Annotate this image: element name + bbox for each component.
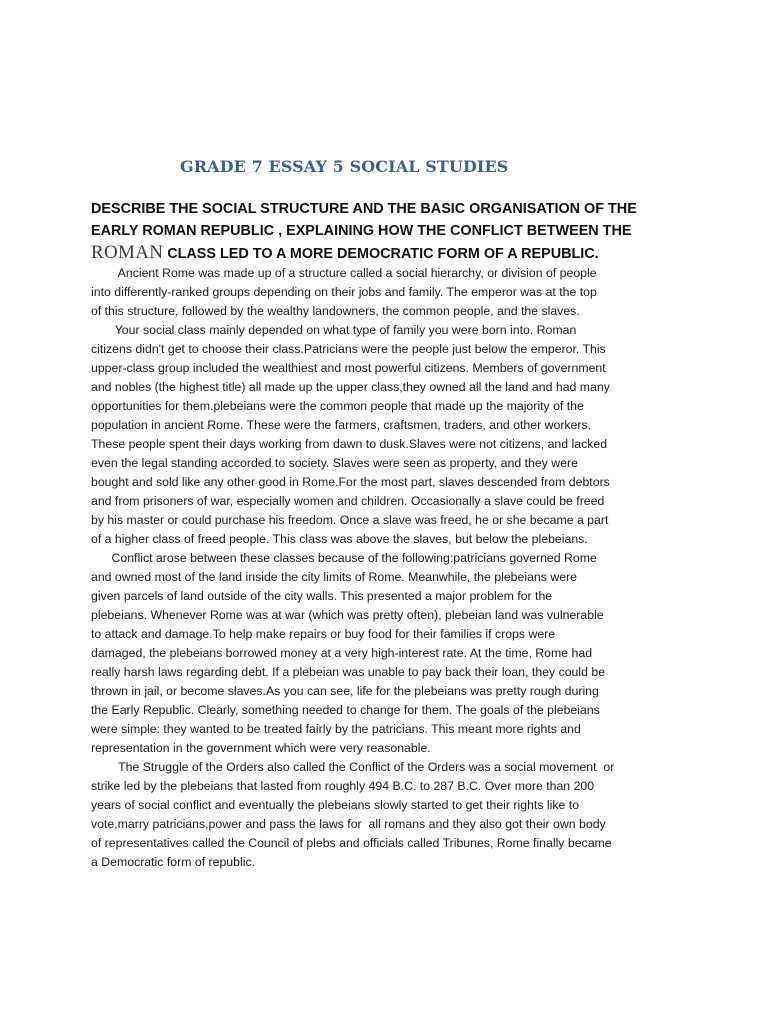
- essay-body-line: and from prisoners of war, especially women and children. Occasionally a slave could be freed: [91, 494, 605, 508]
- heading-line: [91, 242, 691, 266]
- essay-body-line: given parcels of land outside of the city walls. This presented a major problem for the: [91, 589, 553, 603]
- heading-line: DESCRIBE THE SOCIAL STRUCTURE AND THE BASIC ORGANISATION OF THE: [91, 201, 637, 217]
- essay-body-line: into differently-ranked groups depending on their jobs and family. The emperor was at the top: [91, 285, 597, 299]
- essay-body-line: to attack and damage.To help make repairs or buy food for their families if crops were: [91, 627, 556, 641]
- essay-body-line: damaged, the plebeians borrowed money at a very high-interest rate. At the time, Rome had: [91, 646, 593, 660]
- essay-body-line: years of social conflict and eventually the plebeians slowly started to get their rights like to: [91, 798, 580, 812]
- essay-body-line: and nobles (the highest title) all made up the upper class,they owned all the land and had many: [91, 380, 610, 394]
- heading-roman-word: ROMAN: [91, 242, 164, 263]
- essay-question-heading: [91, 199, 691, 266]
- essay-body-line: These people spent their days working from dawn to dusk.Slaves were not citizens, and lacked: [91, 437, 608, 451]
- essay-body-line: a Democratic form of republic.: [91, 855, 256, 869]
- essay-body-line: bought and sold like any other good in Rome.For the most part, slaves descended from debtors: [91, 475, 610, 489]
- essay-body-line: strike led by the plebeians that lasted from roughly 494 B.C. to 287 B.C. Over more than 200: [91, 779, 595, 793]
- essay-body-line: Conflict arose between these classes because of the following:patricians governed Rome: [91, 551, 597, 565]
- essay-body-line: really harsh laws regarding debt. If a plebeian was unable to pay back their loan, they could be: [91, 665, 606, 679]
- heading-line-rest: CLASS LED TO A MORE DEMOCRATIC FORM OF A REPUBLIC.: [163, 246, 599, 262]
- essay-body-line: Ancient Rome was made up of a structure called a social hierarchy, or division of people: [91, 266, 597, 280]
- essay-body-line: were simple: they wanted to be treated fairly by the patricians. This meant more rights and: [91, 722, 581, 736]
- heading-line: EARLY ROMAN REPUBLIC , EXPLAINING HOW THE CONFLICT BETWEEN THE: [91, 222, 632, 239]
- essay-body-line: thrown in jail, or become slaves.As you can see, life for the plebeians was pretty rough during: [91, 684, 599, 698]
- essay-body-line: vote,marry patricians,power and pass the laws for all romans and they also got their own body: [91, 817, 606, 831]
- essay-body-line: and owned most of the land inside the city limits of Rome. Meanwhile, the plebeians were: [91, 570, 577, 584]
- essay-body: [91, 264, 691, 872]
- essay-body-line: of representatives called the Council of plebs and officials called Tribunes, Rome finally became: [91, 836, 612, 850]
- essay-body-line: by his master or could purchase his freedom. Once a slave was freed, he or she became a part: [91, 513, 609, 527]
- essay-body-line: of this structure, followed by the wealthy landowners, the common people, and the slaves.: [91, 304, 580, 318]
- essay-body-line: upper-class group included the wealthiest and most powerful citizens. Members of government: [91, 361, 606, 375]
- essay-body-line: of a higher class of freed people. This class was above the slaves, but below the plebeians.: [91, 532, 588, 546]
- essay-body-line: even the legal standing accorded to society. Slaves were seen as property, and they were: [91, 456, 578, 470]
- essay-body-line: The Struggle of the Orders also called the Conflict of the Orders was a social movement or: [91, 760, 615, 774]
- essay-body-line: the Early Republic. Clearly, something needed to change for them. The goals of the plebeians: [91, 703, 600, 717]
- essay-body-line: Your social class mainly depended on what type of family you were born into. Roman: [91, 323, 577, 337]
- essay-body-line: plebeians. Whenever Rome was at war (which was pretty often), plebeian land was vulnerable: [91, 608, 604, 622]
- essay-body-line: representation in the government which were very reasonable.: [91, 741, 431, 755]
- essay-body-line: population in ancient Rome. These were the farmers, craftsmen, traders, and other workers.: [91, 418, 592, 432]
- essay-body-line: opportunities for them.plebeians were the common people that made up the majority of the: [91, 399, 584, 413]
- essay-title: GRADE 7 ESSAY 5 SOCIAL STUDIES: [180, 157, 509, 176]
- essay-body-line: citizens didn't get to choose their class.Patricians were the people just below the emperor. This: [91, 342, 606, 356]
